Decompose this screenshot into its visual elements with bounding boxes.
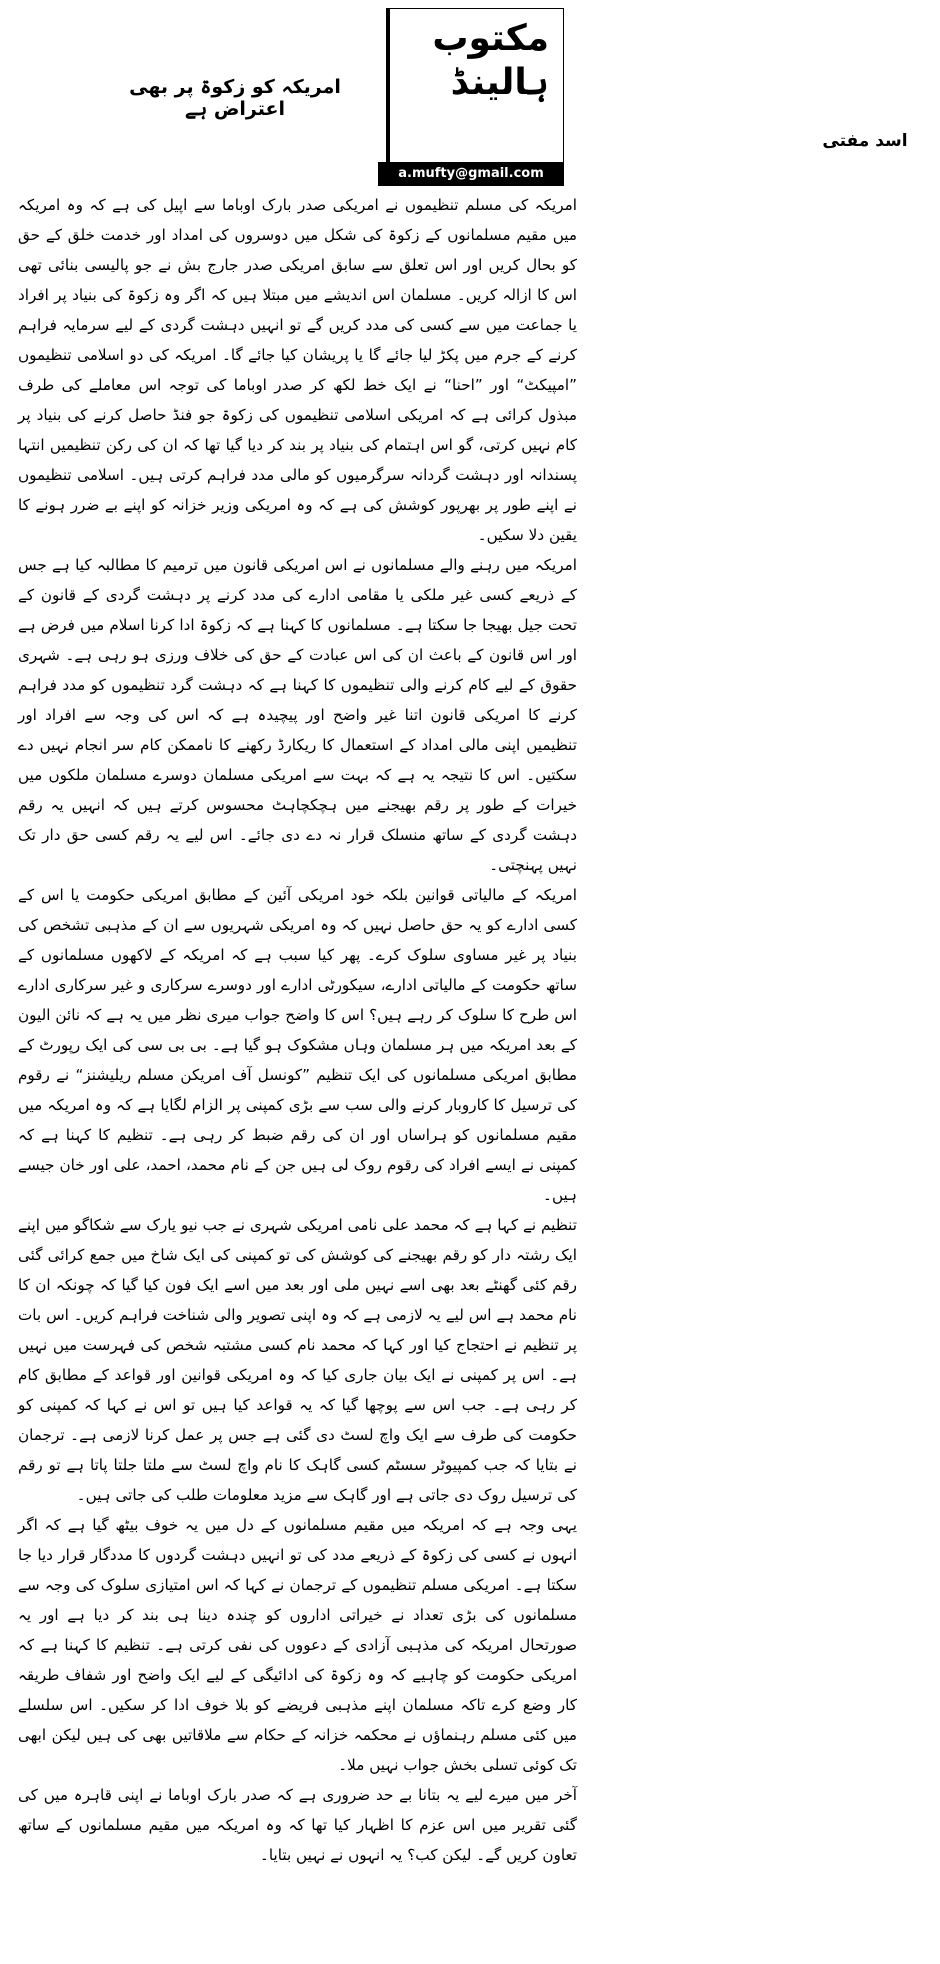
paragraph: آخر میں میرے لیے یہ بتانا بے حد ضروری ہے کہ صدر بارک اوباما نے اپنی قاہرہ میں کی گئی تقریر میں اس عزم کا اظہار کیا تھا کہ وہ امریکہ میں مقیم مسلمانوں کے ساتھ تعاون کریں گے۔ لیکن کب؟ یہ انہوں نے نہیں بتایا۔ (18, 1786, 577, 1864)
author-email: a.mufty@gmail.com (378, 162, 564, 186)
column-title-line-2: ہالینڈ (450, 62, 549, 103)
article-body (18, 190, 577, 1948)
column-title-line-1: مکتوب (432, 18, 549, 59)
paragraph: تنظیم نے کہا ہے کہ محمد علی نامی امریکی شہری نے جب نیو یارک سے شکاگو میں اپنے ایک رشتہ دار کو رقم بھیجنے کی کوشش کی تو کمپنی کی ایک شاخ میں جمع کرائی گئی رقم کئی گھنٹے بعد بھی اسے نہیں ملی اور بعد میں اسے ایک فون کیا گیا کہ چونکہ ان کا نام محمد ہے اس لیے یہ لازمی ہے کہ وہ اپنی تصویر والی شناخت فراہم کریں۔ اس بات پر تنظیم نے احتجاج کیا اور کہا کہ محمد نام کسی مشتبہ شخص کی فہرست میں نہیں ہے۔ اس پر کمپنی نے ایک بیان جاری کیا کہ وہ امریکی قوانین اور قواعد کے مطابق کام کر رہی ہے۔ جب اس سے پوچھا گیا کہ یہ قواعد کیا ہیں تو اس نے کہا کہ کمپنی کو حکومت کی طرف سے ایک واچ لسٹ دی گئی ہے جس پر عمل کرنا لازمی ہے۔ ترجمان نے بتایا کہ جب کمپیوٹر سسٹم کسی گاہک کا نام واچ لسٹ سے ملتا جلتا پاتا ہے تو رقم کی ترسیل روک دی جاتی ہے اور گاہک سے مزید معلومات طلب کی جاتی ہیں۔ (18, 1216, 577, 1504)
column-header (0, 0, 908, 200)
author-name: اسد مفتی (822, 131, 908, 151)
article-headline: امریکہ کو زکوۃ پر بھی اعتراض ہے (129, 76, 341, 120)
column-masthead-box (386, 8, 908, 180)
column-title (432, 17, 549, 105)
paragraph: یہی وجہ ہے کہ امریکہ میں مقیم مسلمانوں کے دل میں یہ خوف بیٹھ گیا ہے کہ اگر انہوں نے کسی کی زکوۃ کے ذریعے مدد کی تو انہیں دہشت گردوں کا مددگار قرار دیا جا سکتا ہے۔ امریکی مسلم تنظیموں کے ترجمان نے کہا کہ اس امتیازی سلوک کی وجہ سے مسلمانوں کی بڑی تعداد نے خیراتی اداروں کو چندہ دینا ہی بند کر دیا ہے اور یہ صورتحال امریکہ کی مذہبی آزادی کے دعووں کی نفی کرتی ہے۔ تنظیم کا کہنا ہے کہ امریکی حکومت کو چاہیے کہ وہ زکوۃ کی ادائیگی کے لیے ایک واضح اور شفاف طریقہ کار وضع کرے تاکہ مسلمان اپنے مذہبی فریضے کو بلا خوف ادا کر سکیں۔ اس سلسلے میں کئی مسلم رہنماؤں نے محکمہ خزانہ کے حکام سے ملاقاتیں بھی کی ہیں لیکن ابھی تک کوئی تسلی بخش جواب نہیں ملا۔ (18, 1516, 577, 1774)
paragraph: امریکہ کے مالیاتی قوانین بلکہ خود امریکی آئین کے مطابق امریکی حکومت یا اس کے کسی ادارے کو یہ حق حاصل نہیں کہ وہ امریکی شہریوں سے ان کے مذہبی تشخص کی بنیاد پر غیر مساوی سلوک کرے۔ پھر کیا سبب ہے کہ امریکہ کے لاکھوں مسلمانوں کے ساتھ حکومت کے مالیاتی ادارے، سیکورٹی ادارے اور دوسرے سرکاری و غیر سرکاری ادارے اس طرح کا سلوک کر رہے ہیں؟ اس کا واضح جواب میری نظر میں یہ ہے کہ نائن الیون کے بعد امریکہ میں ہر مسلمان وہاں مشکوک ہو گیا ہے۔ بی بی سی کی ایک رپورٹ کے مطابق امریکی مسلمانوں کی ایک تنظیم ”کونسل آف امریکن مسلم ریلیشنز“ نے رقوم کی ترسیل کا کاروبار کرنے والی سب سے بڑی کمپنی پر الزام لگایا ہے کہ وہ امریکہ میں مقیم مسلمانوں کو ہراساں اور ان کی رقم ضبط کر رہی ہے۔ تنظیم کا کہنا ہے کہ کمپنی نے ایسے افراد کی رقوم روک لی ہیں جن کے نام محمد، احمد، علی اور خان جیسے ہیں۔ (18, 886, 577, 1204)
paragraph: امریکہ کی مسلم تنظیموں نے امریکی صدر بارک اوباما سے اپیل کی ہے کہ وہ امریکہ میں مقیم مسلمانوں کے زکوۃ کی شکل میں دوسروں کی امداد اور خدمت خلق کے حق کو بحال کریں اور اس تعلق سے سابق امریکی صدر جارج بش نے جو پالیسی بنائی تھی اس کا ازالہ کریں۔ مسلمان اس اندیشے میں مبتلا ہیں کہ اگر وہ زکوۃ کی بنیاد پر افراد یا جماعت میں سے کسی کی مدد کریں گے تو انہیں دہشت گردی کے لیے سرمایہ فراہم کرنے کے جرم میں پکڑ لیا جائے گا یا پریشان کیا جائے گا۔ امریکہ کی دو اسلامی تنظیموں ”امپیکٹ“ اور ”احنا“ نے ایک خط لکھ کر صدر اوباما کی توجہ اس معاملے کی طرف مبذول کرائی ہے کہ امریکی اسلامی تنظیموں کی زکوۃ جو فنڈ حاصل کرنے کی بنیاد پر کام نہیں کرتی، گو اس اہتمام کی بنیاد پر بند کر دیا گیا تھا کہ ان کی رکن تنظیمیں انتہا پسندانہ اور دہشت گردانہ سرگرمیوں کو مالی مدد فراہم کرتی ہیں۔ اسلامی تنظیموں نے اپنے طور پر بھرپور کوشش کی ہے کہ وہ امریکی وزیر خزانہ کو اپنے بے ضرر ہونے کا یقین دلا سکیں۔ (18, 196, 577, 544)
paragraph: امریکہ میں رہنے والے مسلمانوں نے اس امریکی قانون میں ترمیم کا مطالبہ کیا ہے جس کے ذریعے کسی غیر ملکی یا مقامی ادارے کی مدد کرنے پر دہشت گردی کے قانون کے تحت جیل بھیجا جا سکتا ہے۔ مسلمانوں کا کہنا ہے کہ زکوۃ ادا کرنا اسلام میں فرض ہے اور اس قانون کے باعث ان کی اس عبادت کے حق کی خلاف ورزی ہو رہی ہے۔ شہری حقوق کے لیے کام کرنے والی تنظیموں کا کہنا ہے کہ دہشت گرد تنظیموں کو مدد فراہم کرنے کا امریکی قانون اتنا غیر واضح اور پیچیدہ ہے کہ اس کی وجہ سے افراد اور تنظیمیں اپنی مالی امداد کے استعمال کا ریکارڈ رکھنے کا ناممکن کام سر انجام نہیں دے سکتیں۔ اس کا نتیجہ یہ ہے کہ بہت سے امریکی مسلمان دوسرے مسلمان ملکوں میں خیرات کے طور پر رقم بھیجنے میں ہچکچاہٹ محسوس کرتے ہیں کہ انہیں یہ رقم دہشت گردی کے ساتھ منسلک قرار نہ دے دی جائے۔ اس لیے یہ رقم کسی حق دار تک نہیں پہنچتی۔ (18, 556, 577, 874)
